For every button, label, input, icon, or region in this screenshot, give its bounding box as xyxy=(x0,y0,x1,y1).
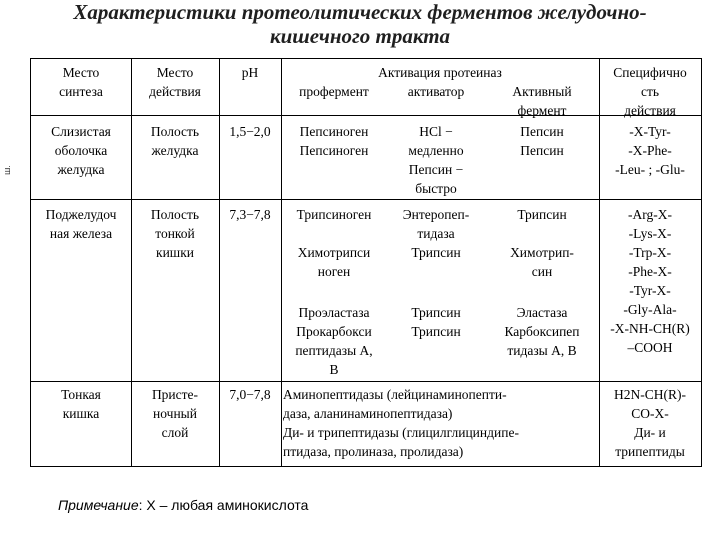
row2-proenzyme-2: Химотрипси ноген xyxy=(297,245,371,279)
row2-active-enzyme-1: Трипсин xyxy=(517,207,567,222)
row3-action: Присте- ночный слой xyxy=(151,387,199,440)
header-synthesis: Место синтеза xyxy=(59,65,103,99)
col-divider xyxy=(219,59,220,466)
header-proenzyme: профермент xyxy=(299,84,369,99)
header-specificity: Специфично сть действия xyxy=(613,65,687,118)
header-action: Место действия xyxy=(149,65,201,99)
row1-synthesis: Слизистая оболочка желудка xyxy=(51,124,111,177)
row2-proenzyme-1: Трипсиноген xyxy=(296,207,372,222)
row-divider xyxy=(31,381,701,382)
header-ph: pH xyxy=(241,65,259,80)
row2-activator-2: Трипсин xyxy=(411,245,461,260)
row2-action: Полость тонкой кишки xyxy=(150,207,200,260)
row1-proenzyme: Пепсиноген Пепсиноген xyxy=(299,124,369,158)
row2-specificity: -Arg-X- -Lys-X- -Trp-X- -Phe-X- -Tyr-X- -Gly-Ala- -X-NH-CH(R) –COOH xyxy=(610,207,690,355)
row2-active-enzyme-2: Химотрип- син xyxy=(510,245,574,279)
row1-specificity: -X-Tyr- -X-Phe- -Leu- ; -Glu- xyxy=(615,124,685,177)
row1-ph: 1,5−2,0 xyxy=(229,124,271,139)
enzyme-table xyxy=(30,58,702,467)
footnote-text: : Х – любая аминокислота xyxy=(138,497,309,513)
row3-enzymes: Аминопептидазы (лейцинаминопепти- даза, аланинаминопептидаза) Ди- и трипептидазы (глицилглициндипе- птидаза, пролиназа, пролидаза) xyxy=(283,387,519,459)
row2-ph: 7,3−7,8 xyxy=(229,207,271,222)
row2-activator-1: Энтеропеп- тидаза xyxy=(402,207,470,241)
row2-active-enzyme-3: Эластаза Карбоксипеп тидазы А, В xyxy=(504,305,580,358)
side-mark: ш. xyxy=(1,165,12,175)
header-active-enzyme: Активный фермент xyxy=(512,84,572,118)
row2-synthesis: Поджелудоч ная железа xyxy=(45,207,117,241)
page-title: Характеристики протеолитических ферментов желудочно- кишечного тракта xyxy=(73,0,647,48)
row3-ph: 7,0−7,8 xyxy=(229,387,271,402)
row1-activator: HCl − медленно Пепсин − быстро xyxy=(408,124,464,196)
row3-synthesis: Тонкая кишка xyxy=(61,387,101,421)
header-activation: Активация протеиназ xyxy=(378,65,502,80)
footnote-label: Примечание xyxy=(58,497,139,513)
footnote xyxy=(58,497,308,513)
row3-specificity: H2N-CH(R)- CO-X- Ди- и трипептиды xyxy=(614,387,686,459)
row1-action: Полость желудка xyxy=(150,124,200,158)
row2-proenzyme-3: Проэластаза Прокарбокси пептидазы А, В xyxy=(295,305,373,377)
row2-activator-3: Трипсин Трипсин xyxy=(411,305,461,339)
row1-active-enzyme: Пепсин Пепсин xyxy=(520,124,564,158)
header-activator: активатор xyxy=(407,84,465,99)
row-divider xyxy=(31,199,701,200)
